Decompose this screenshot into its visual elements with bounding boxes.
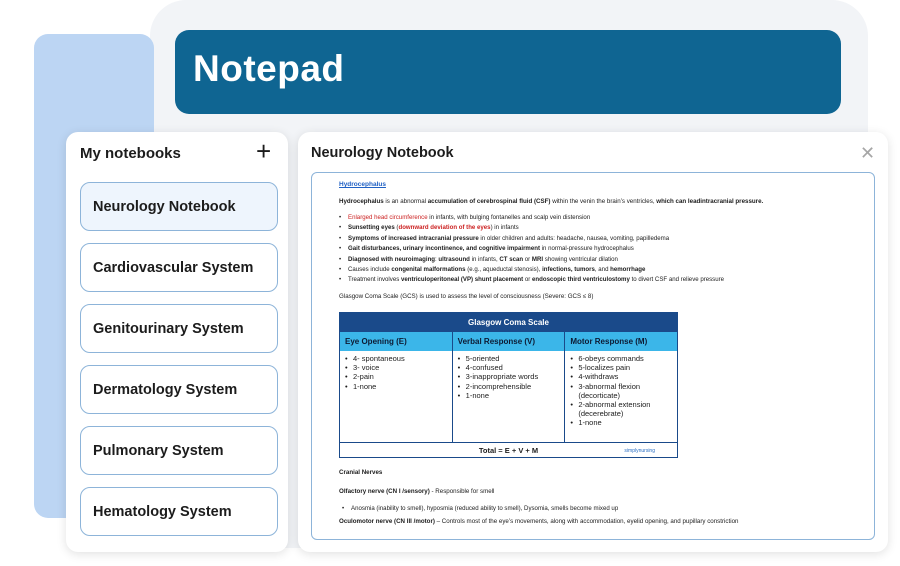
table-cell: • 3-abnormal flexion (decorticate) xyxy=(570,382,677,400)
bullet-text: in infants, with bulging fontanelles and scalp vein distension xyxy=(427,214,591,221)
table-cell: • 1-none xyxy=(345,382,452,391)
table-cell: • 4-withdraws xyxy=(570,372,677,381)
bullet-text: or xyxy=(523,255,532,263)
bullet-text: , and xyxy=(594,266,611,274)
table-cell: • 4- spontaneous xyxy=(345,354,452,363)
bold-text: ventriculoperitoneal (VP) shunt placement xyxy=(400,276,524,284)
list-item xyxy=(339,223,874,233)
header-banner xyxy=(175,30,841,114)
term-text: Hydrocephalus xyxy=(339,198,384,205)
table-cell: • 5-localizes pain xyxy=(570,363,677,372)
bold-text: Gait disturbances, urinary incontinence, and cognitive impairment xyxy=(348,245,540,253)
body-text: - Responsible for smell xyxy=(429,488,495,495)
notebook-list xyxy=(80,182,278,548)
bullet-text: or xyxy=(523,276,533,284)
brand-logo: simplynursing xyxy=(624,448,655,454)
intro-text: is an abnormal xyxy=(383,198,428,205)
verbal-column xyxy=(453,351,566,442)
notebook-item-dermatology[interactable]: Dermatology System xyxy=(80,365,278,414)
close-icon[interactable]: ✕ xyxy=(860,143,876,163)
cranial-nerves-title xyxy=(339,469,869,477)
notebook-item-neurology[interactable]: Neurology Notebook xyxy=(80,182,278,231)
list-item xyxy=(339,265,874,275)
column-header-motor: Motor Response (M) xyxy=(570,337,648,346)
list-item xyxy=(339,213,874,223)
gcs-table-title: Glasgow Coma Scale xyxy=(340,313,677,332)
highlight-text: downward deviation of the eyes xyxy=(398,224,491,232)
gcs-table xyxy=(339,312,678,458)
notebook-item-hematology[interactable]: Hematology System xyxy=(80,487,278,536)
section-heading: Cranial Nerves xyxy=(339,469,383,476)
list-item xyxy=(339,255,874,265)
table-cell: • 6-obeys commands xyxy=(570,354,677,363)
olfactory-line xyxy=(339,488,869,496)
table-cell: • 3- voice xyxy=(345,363,452,372)
body-text: – Controls most of the eye’s movements, along with accommodation, eyelid opening, and pupillary constriction xyxy=(434,518,739,526)
bold-text: Oculomotor nerve (CN III /motor) xyxy=(339,518,435,526)
bullet-text: ) in infants xyxy=(490,224,519,232)
eye-column xyxy=(340,351,453,442)
intro-bold: accumulation of cerebrospinal fluid (CSF) xyxy=(427,198,551,205)
notebook-item-genitourinary[interactable]: Genitourinary System xyxy=(80,304,278,353)
bullet-text: Treatment involves xyxy=(348,276,401,284)
table-cell: • 1-none xyxy=(570,418,677,427)
bold-text: Diagnosed with neuroimaging xyxy=(348,255,436,263)
table-cell: • 5-oriented xyxy=(458,354,565,363)
bullet-text: to divert CSF and relieve pressure xyxy=(629,276,725,284)
oculomotor-line xyxy=(339,518,869,526)
intro-bold: which can leadintracranial pressure. xyxy=(656,198,764,205)
bold-text: congenital malformations xyxy=(391,266,466,274)
bullet-text: in infants, xyxy=(469,255,500,263)
hydrocephalus-definition xyxy=(339,198,874,206)
notebook-item-cardiovascular[interactable]: Cardiovascular System xyxy=(80,243,278,292)
intro-text: within the venin the brain’s ventricles, xyxy=(550,198,657,205)
bold-text: ultrasound xyxy=(438,255,470,263)
bold-text: MRI xyxy=(531,255,544,263)
sidebar-title: My notebooks xyxy=(80,145,181,162)
bullet-text: ( xyxy=(394,224,399,232)
gcs-total: Total = E + V + M xyxy=(478,446,539,455)
bullet-text: showing ventricular dilation xyxy=(543,255,618,263)
notebook-panel xyxy=(298,132,888,552)
list-item xyxy=(339,275,874,285)
column-header-eye: Eye Opening (E) xyxy=(340,332,453,351)
bold-text: Sunsetting eyes xyxy=(348,224,395,232)
bullet-text: in normal-pressure hydrocephalus xyxy=(540,245,634,253)
cranial-nerves-section xyxy=(339,469,869,526)
gcs-table-footer xyxy=(340,442,677,457)
list-item: • Anosmia (inability to smell), hyposmia (reduced ability to smell), Dysomia, smells become mixed up xyxy=(342,504,869,514)
table-cell: • 1-none xyxy=(458,391,565,400)
bold-text: hemorrhage xyxy=(610,266,646,274)
notebooks-sidebar xyxy=(66,132,288,552)
bold-text: Olfactory nerve (CN I /sensory) xyxy=(339,488,430,495)
note-document[interactable] xyxy=(311,172,875,540)
gcs-table-header-row xyxy=(340,332,677,351)
bold-text: infections, tumors xyxy=(542,266,595,274)
highlight-text: Enlarged head circumference xyxy=(348,214,428,221)
bullet-text: in older children and adults: headache, nausea, vomiting, papilledema xyxy=(478,234,670,242)
list-item xyxy=(339,244,874,254)
list-item xyxy=(339,234,874,244)
bold-text: endoscopic third ventriculostomy xyxy=(532,276,630,284)
notebook-item-pulmonary[interactable]: Pulmonary System xyxy=(80,426,278,475)
gcs-table-body xyxy=(340,351,677,442)
gcs-intro: Glasgow Coma Scale (GCS) is used to assess the level of consciousness (Severe: GCS ≤ 8) xyxy=(339,292,594,300)
bold-text: CT scan xyxy=(499,255,524,263)
table-cell: • 2-incomprehensible xyxy=(458,382,565,391)
notebook-title: Neurology Notebook xyxy=(311,145,454,161)
bullet-text: : xyxy=(435,255,439,263)
symptom-list xyxy=(339,213,874,286)
motor-column xyxy=(565,351,677,442)
table-cell: • 2-pain xyxy=(345,372,452,381)
bullet-text: Causes include xyxy=(348,266,392,274)
table-cell: • 4-confused xyxy=(458,363,565,372)
app-title: Notepad xyxy=(193,48,345,89)
olfactory-list xyxy=(342,504,869,514)
add-notebook-button[interactable]: + xyxy=(256,136,272,166)
table-cell: • 2-abnormal extension (decerebrate) xyxy=(570,400,677,418)
column-header-verbal: Verbal Response (V) xyxy=(453,332,566,351)
bold-text: Symptoms of increased intracranial pressure xyxy=(348,234,479,242)
bullet-text: (e.g., aqueductal stenosis), xyxy=(465,266,543,274)
note-heading[interactable]: Hydrocephalus xyxy=(339,181,386,188)
table-cell: • 3-inappropriate words xyxy=(458,372,565,381)
